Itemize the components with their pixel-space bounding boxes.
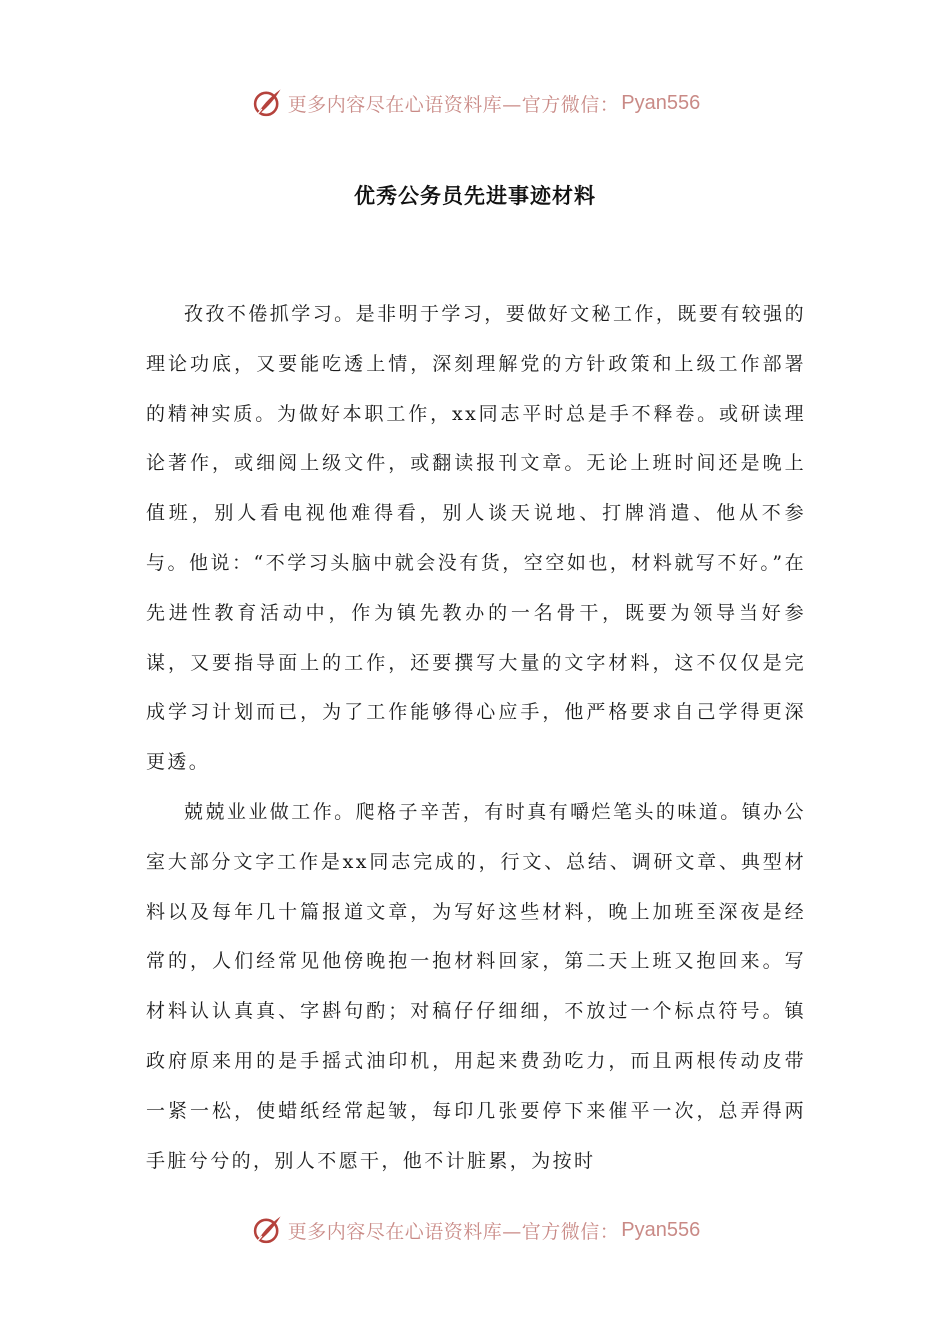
quill-pen-logo-icon bbox=[250, 1213, 284, 1247]
document-title: 优秀公务员先进事迹材料 bbox=[354, 184, 596, 208]
footer-banner bbox=[0, 1210, 950, 1250]
paragraph-1: 孜孜不倦抓学习。是非明于学习，要做好文秘工作，既要有较强的理论功底，又要能吃透上情，深刻理解党的方针政策和上级工作部署的精神实质。为做好本职工作，xx同志平时总是手不释卷。或研读理论著作，或细阅上级文件，或翻读报刊文章。无论上班时间还是晚上值班，别人看电视他难得看，别人谈天说地、打牌消遣、他从不参与。他说：“不学习头脑中就会没有货，空空如也，材料就写不好。”在先进性教育活动中，作为镇先教办的一名骨干，既要为领导当好参谋，又要指导面上的工作，还要撰写大量的文字材料，这不仅仅是完成学习计划而已，为了工作能够得心应手，他严格要求自己学得更深更透。 bbox=[146, 303, 806, 774]
header-wechat-id: Pyan556 bbox=[621, 91, 701, 114]
header-banner bbox=[0, 83, 950, 123]
footer-banner-text: 更多内容尽在心语资料库—官方微信： bbox=[287, 1220, 620, 1243]
header-banner-text: 更多内容尽在心语资料库—官方微信： bbox=[287, 93, 620, 116]
footer-wechat-id: Pyan556 bbox=[621, 1218, 701, 1241]
document-body bbox=[146, 290, 806, 1186]
paragraph-2: 兢兢业业做工作。爬格子辛苦，有时真有嚼烂笔头的味道。镇办公室大部分文字工作是xx同志完成的，行文、总结、调研文章、典型材料以及每年几十篇报道文章，为写好这些材料，晚上加班至深夜是经常的，人们经常见他傍晚抱一抱材料回家，第二天上班又抱回来。写材料认认真真、字斟句酌；对稿仔仔细细，不放过一个标点符号。镇政府原来用的是手摇式油印机，用起来费劲吃力，而且两根传动皮带一紧一松，使蜡纸经常起皱，每印几张要停下来催平一次，总弄得两手脏兮兮的，别人不愿干，他不计脏累，为按时 bbox=[146, 800, 806, 1172]
quill-pen-logo-icon bbox=[250, 86, 284, 120]
